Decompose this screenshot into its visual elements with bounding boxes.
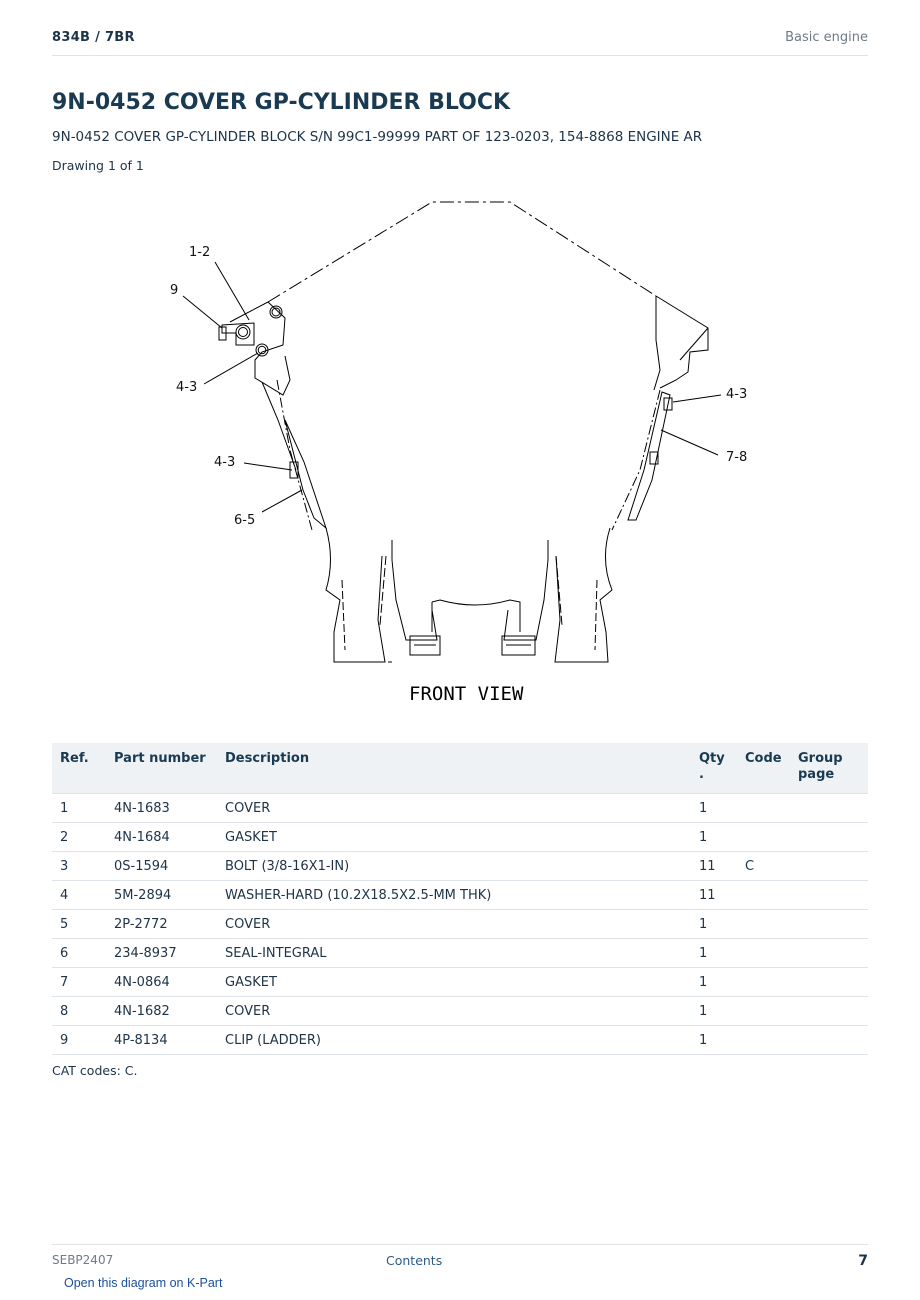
page-number: 7 xyxy=(858,1253,868,1269)
page-header xyxy=(52,28,868,56)
cell-qty: 11 xyxy=(691,852,737,881)
callout-9: 9 xyxy=(170,283,179,298)
cell-qty: 11 xyxy=(691,881,737,910)
cell-code xyxy=(737,939,790,968)
cell-code xyxy=(737,823,790,852)
cell-qty: 1 xyxy=(691,939,737,968)
cell-ref: 7 xyxy=(52,968,106,997)
cell-group-page xyxy=(790,1026,868,1055)
callout-4-3-right: 4-3 xyxy=(726,387,748,402)
cell-ref: 1 xyxy=(52,794,106,823)
table-row xyxy=(52,968,868,997)
cell-description: GASKET xyxy=(217,823,691,852)
cell-part-number: 4N-1683 xyxy=(106,794,217,823)
cell-qty: 1 xyxy=(691,1026,737,1055)
cell-description: SEAL-INTEGRAL xyxy=(217,939,691,968)
cat-codes-note: CAT codes: C. xyxy=(52,1063,138,1078)
cell-code xyxy=(737,1026,790,1055)
cell-description: WASHER-HARD (10.2X18.5X2.5-MM THK) xyxy=(217,881,691,910)
cell-group-page xyxy=(790,968,868,997)
cell-description: COVER xyxy=(217,910,691,939)
cell-qty: 1 xyxy=(691,910,737,939)
cell-code xyxy=(737,881,790,910)
cell-qty: 1 xyxy=(691,794,737,823)
cell-group-page xyxy=(790,910,868,939)
cell-group-page xyxy=(790,939,868,968)
callout-1-2: 1-2 xyxy=(189,245,211,260)
table-row xyxy=(52,910,868,939)
header-part-number: Part number xyxy=(106,743,217,794)
cell-description: CLIP (LADDER) xyxy=(217,1026,691,1055)
cell-code: C xyxy=(737,852,790,881)
cell-group-page xyxy=(790,794,868,823)
cell-code xyxy=(737,910,790,939)
cell-ref: 8 xyxy=(52,997,106,1026)
drawing-count: Drawing 1 of 1 xyxy=(52,158,144,173)
cell-part-number: 4P-8134 xyxy=(106,1026,217,1055)
header-group-page: Group page xyxy=(790,743,868,794)
cell-code xyxy=(737,997,790,1026)
cell-qty: 1 xyxy=(691,968,737,997)
cell-description: COVER xyxy=(217,794,691,823)
header-ref: Ref. xyxy=(52,743,106,794)
cell-group-page xyxy=(790,852,868,881)
header-qty: Qty . xyxy=(691,743,737,794)
cell-part-number: 4N-1682 xyxy=(106,997,217,1026)
page-title: 9N-0452 COVER GP-CYLINDER BLOCK xyxy=(52,90,511,115)
contents-link[interactable]: Contents xyxy=(386,1253,443,1268)
cell-part-number: 5M-2894 xyxy=(106,881,217,910)
document-id: SEBP2407 xyxy=(52,1253,114,1267)
callout-7-8: 7-8 xyxy=(726,450,748,465)
parts-diagram xyxy=(150,190,770,720)
view-label: FRONT VIEW xyxy=(409,683,524,705)
cell-ref: 5 xyxy=(52,910,106,939)
parts-table xyxy=(52,743,868,1055)
table-row xyxy=(52,939,868,968)
table-row xyxy=(52,881,868,910)
cell-part-number: 2P-2772 xyxy=(106,910,217,939)
table-row xyxy=(52,1026,868,1055)
table-row xyxy=(52,997,868,1026)
cell-part-number: 4N-1684 xyxy=(106,823,217,852)
cell-group-page xyxy=(790,881,868,910)
callout-4-3-lower-left: 4-3 xyxy=(214,455,236,470)
header-code: Code xyxy=(737,743,790,794)
cell-part-number: 4N-0864 xyxy=(106,968,217,997)
cell-qty: 1 xyxy=(691,823,737,852)
machine-model: 834B / 7BR xyxy=(52,30,135,45)
cell-qty: 1 xyxy=(691,997,737,1026)
table-header-row xyxy=(52,743,868,794)
callout-4-3-upper-left: 4-3 xyxy=(176,380,198,395)
cell-part-number: 0S-1594 xyxy=(106,852,217,881)
cell-ref: 2 xyxy=(52,823,106,852)
cell-ref: 3 xyxy=(52,852,106,881)
header-description: Description xyxy=(217,743,691,794)
cell-ref: 6 xyxy=(52,939,106,968)
cell-group-page xyxy=(790,997,868,1026)
page-footer xyxy=(52,1244,868,1273)
cell-ref: 9 xyxy=(52,1026,106,1055)
table-row xyxy=(52,794,868,823)
cell-description: GASKET xyxy=(217,968,691,997)
cell-part-number: 234-8937 xyxy=(106,939,217,968)
cell-code xyxy=(737,968,790,997)
callout-6-5: 6-5 xyxy=(234,513,256,528)
section-name: Basic engine xyxy=(785,30,868,45)
cell-description: BOLT (3/8-16X1-IN) xyxy=(217,852,691,881)
cell-ref: 4 xyxy=(52,881,106,910)
open-kpart-link[interactable]: Open this diagram on K-Part xyxy=(64,1276,223,1290)
cell-code xyxy=(737,794,790,823)
table-row xyxy=(52,852,868,881)
cell-group-page xyxy=(790,823,868,852)
cell-description: COVER xyxy=(217,997,691,1026)
table-row xyxy=(52,823,868,852)
page-subtitle: 9N-0452 COVER GP-CYLINDER BLOCK S/N 99C1-99999 PART OF 123-0203, 154-8868 ENGINE AR xyxy=(52,129,703,145)
